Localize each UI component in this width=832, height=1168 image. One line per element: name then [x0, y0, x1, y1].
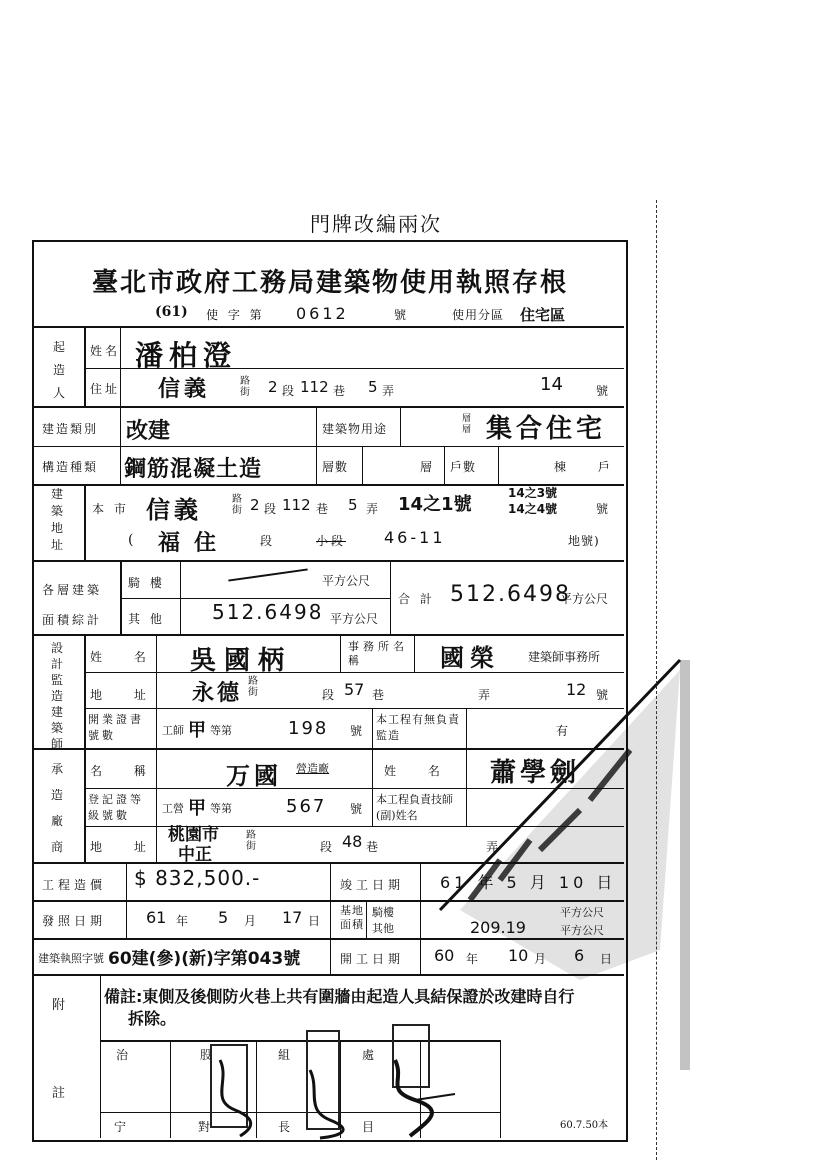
base-arcade: 騎樓	[372, 906, 394, 919]
designer-addr-lane: 57	[344, 680, 365, 699]
contractor-section-label: 承造廠商	[50, 762, 63, 854]
applicant-number: 14	[540, 374, 563, 395]
site-number-b: 14之3號	[508, 486, 558, 500]
contractor-reg-grade: 甲	[188, 798, 206, 819]
lot-number: 46-11	[384, 528, 446, 547]
base-unit: 平方公尺	[560, 906, 604, 919]
notes-label-bottom: 註	[52, 1086, 69, 1101]
page-fold	[656, 200, 657, 1160]
lot-prefix: (	[128, 532, 137, 548]
units-mark: 棟 戶	[554, 460, 624, 474]
applicant-road-mark: 路街	[240, 376, 253, 398]
start-year-mark: 年	[466, 952, 482, 966]
notes-label-top: 附	[52, 998, 69, 1013]
signoff-col2-bottom: 對	[198, 1120, 214, 1134]
contractor-name: 万國	[226, 762, 282, 790]
applicant-address-label: 住址	[90, 382, 121, 396]
contractor-reg-prefix: 工營	[162, 802, 184, 815]
signoff-col2-top: 股	[200, 1048, 216, 1062]
contractor-person-label: 姓 名	[384, 764, 454, 778]
total-label: 合 計	[398, 592, 435, 606]
designer-resp-label: 本工程有無負責監造	[376, 713, 460, 742]
contractor-addr-label: 地 址	[90, 840, 160, 854]
overlapping-page-edge	[430, 650, 690, 1070]
signoff-col3-bottom: 長	[278, 1120, 294, 1134]
contractor-addr-city: 桃園市	[168, 825, 219, 845]
start-day: 6	[574, 946, 585, 965]
designer-reg-label: 開業證書號數	[88, 713, 144, 742]
levels-label: 層數	[322, 460, 349, 474]
designer-addr-no-mark: 號	[596, 688, 612, 702]
issue-year: 61	[146, 908, 167, 927]
start-label: 開工日期	[340, 952, 405, 966]
contractor-reg-no: 567	[286, 796, 327, 817]
total-unit: 平方公尺	[560, 592, 609, 606]
contractor-tech-label: 本工程負責技師(副)姓名	[376, 793, 453, 822]
structure-label: 構造種類	[42, 460, 99, 474]
applicant-name-label: 姓名	[90, 344, 121, 358]
area-section-label: 各層建築面積綜計	[42, 583, 103, 627]
arcade-label: 騎 樓	[128, 576, 165, 590]
designer-addr-alley-mark: 弄	[478, 688, 494, 702]
lot-name: 福住	[158, 531, 231, 556]
site-number-mark: 號	[596, 502, 612, 516]
designer-addr-sec: 段	[322, 688, 338, 702]
category-label: 建造類別	[42, 422, 99, 436]
contractor-name-label: 名 稱	[90, 764, 160, 778]
designer-reg-no-mark: 號	[350, 724, 366, 738]
site-road-mark: 路街	[232, 494, 242, 516]
contractor-type: 營造廠	[296, 762, 329, 775]
designer-reg-no: 198	[288, 718, 329, 739]
issue-day: 17	[282, 908, 303, 927]
applicant-alley: 5	[368, 378, 378, 396]
signature-scribbles	[180, 1040, 460, 1140]
site-lane: 112	[282, 496, 311, 514]
designer-addr-no: 12	[566, 680, 587, 699]
other-value: 512.6498	[212, 600, 324, 624]
zone-value: 住宅區	[520, 306, 566, 324]
use-label: 建築物用途	[322, 422, 388, 436]
start-month: 10	[508, 946, 529, 965]
units-label: 戶數	[450, 460, 477, 474]
office-label: 事務所名稱	[348, 640, 408, 667]
base-other-unit: 平方公尺	[560, 924, 604, 937]
lot-sub: 小段	[316, 534, 347, 548]
signoff-col1-bottom: 宁	[114, 1120, 130, 1134]
start-month-mark: 月	[534, 952, 550, 966]
license-number: 0612	[296, 304, 349, 323]
contractor-addr-road: 中正	[178, 845, 212, 865]
other-unit: 平方公尺	[330, 612, 379, 626]
contractor-addr-sec: 段	[320, 840, 336, 854]
contractor-reg-no-mark: 號	[350, 802, 366, 816]
levels-mark: 層	[420, 460, 436, 474]
designer-addr-lane-mark: 巷	[372, 688, 388, 702]
contractor-addr-alley-mark: 弄	[486, 840, 502, 854]
issue-month: 5	[218, 908, 229, 927]
license-prefix: 使 字 第	[206, 308, 265, 322]
designer-addr-mark: 路街	[248, 676, 258, 698]
notes-line2: 拆除。	[128, 1009, 177, 1028]
contractor-reg-label: 登記證等級號數	[88, 793, 144, 822]
site-section-no: 2	[250, 496, 260, 514]
base-other: 其他	[372, 922, 394, 935]
total-value: 512.6498	[450, 582, 571, 607]
site-city-label: 本 市	[92, 502, 129, 516]
applicant-road: 信義	[158, 377, 211, 402]
signoff-col4-bottom: 目	[362, 1120, 378, 1134]
site-road: 信義	[146, 496, 202, 524]
completion-value: 61 年 5 月 10 日	[440, 873, 617, 892]
office-value: 國榮	[440, 644, 500, 672]
issue-month-mark: 月	[244, 914, 260, 928]
form-title: 臺北市政府工務局建築物使用執照存根	[91, 268, 568, 298]
contractor-addr-mark: 路街	[246, 830, 256, 852]
applicant-lane: 112	[300, 378, 329, 396]
designer-section-label: 設計監造建築師	[50, 641, 63, 751]
signoff-col1-top: 治	[116, 1048, 132, 1062]
zone-label: 使用分區	[452, 308, 505, 322]
start-day-mark: 日	[600, 952, 616, 966]
form-code: 60.7.50本	[560, 1120, 609, 1131]
applicant-section-mark: 段	[282, 384, 298, 398]
applicant-number-mark: 號	[596, 384, 612, 398]
designer-name-label: 姓 名	[90, 650, 160, 664]
site-number-c: 14之4號	[508, 502, 558, 516]
signoff-col3-top: 組	[278, 1048, 294, 1062]
site-alley-mark: 弄	[366, 502, 382, 516]
applicant-lane-mark: 巷	[333, 384, 349, 398]
issue-day-mark: 日	[308, 914, 324, 928]
office-suffix: 建築師事務所	[528, 650, 601, 664]
contractor-addr-lane-mark: 巷	[366, 840, 382, 854]
contractor-reg-grade-mark: 等第	[210, 802, 232, 815]
signoff-col4-top: 處	[362, 1048, 378, 1062]
permit-value: 60建(參)(新)字第043號	[108, 949, 301, 969]
site-section-mark: 段	[264, 502, 277, 516]
designer-addr-road: 永德	[192, 681, 243, 706]
other-label: 其 他	[128, 612, 165, 626]
structure-value: 鋼筋混凝土造	[124, 457, 263, 482]
issue-year-mark: 年	[176, 914, 192, 928]
category-value: 改建	[126, 419, 171, 444]
site-number-a: 14之1號	[398, 494, 472, 515]
lot-suffix: 地號)	[568, 534, 600, 548]
arcade-unit: 平方公尺	[322, 574, 371, 588]
use-value: 集合住宅	[486, 414, 607, 444]
header-note: 門牌改編兩次	[310, 212, 442, 236]
notes-line1: 備註:東側及後側防火巷上共有圍牆由起造人具結保證於改建時自行	[104, 987, 575, 1006]
cost-value: $ 832,500.-	[134, 866, 261, 890]
designer-reg-grade: 甲	[188, 720, 206, 741]
applicant-alley-mark: 弄	[382, 384, 398, 398]
base-other-value: 209.19	[470, 918, 526, 937]
designer-addr-label: 地 址	[90, 688, 160, 702]
cost-label: 工程造價	[42, 878, 107, 892]
applicant-section-no: 2	[268, 378, 278, 396]
applicant-name: 潘柏澄	[135, 339, 238, 372]
base-label: 基地面積	[340, 904, 364, 931]
contractor-person: 蕭學劍	[490, 758, 581, 788]
completion-label: 竣工日期	[340, 878, 405, 892]
applicant-section-label: 起造人	[52, 340, 65, 400]
license-year: (61)	[155, 304, 188, 320]
designer-resp-value: 有	[556, 724, 572, 738]
lot-mark: 段	[260, 534, 276, 548]
designer-reg-grade-mark: 等第	[210, 724, 232, 737]
site-lane-mark: 巷	[316, 502, 332, 516]
designer-reg-prefix: 工師	[162, 724, 184, 737]
site-section-label: 建築地址	[50, 487, 63, 552]
site-alley: 5	[348, 496, 358, 514]
permit-label: 建築執照字號	[38, 952, 104, 965]
license-suffix: 號	[394, 308, 410, 322]
designer-name: 吳國柄	[190, 646, 293, 676]
floors-mark: 層 層	[462, 414, 472, 435]
issue-label: 發照日期	[42, 914, 107, 928]
start-year: 60	[434, 946, 455, 965]
contractor-addr-lane: 48	[342, 832, 363, 851]
